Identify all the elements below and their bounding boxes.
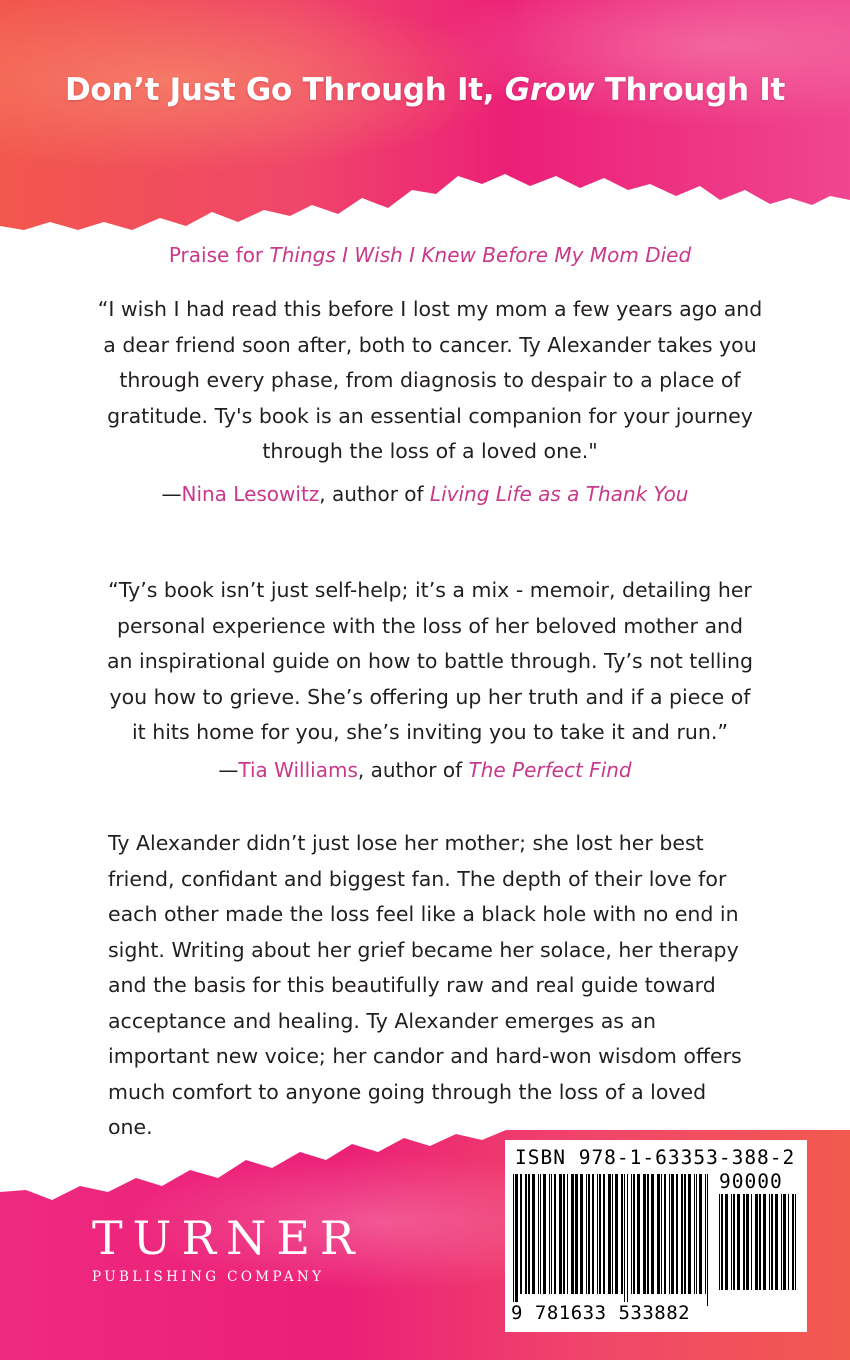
barcode-bar <box>631 1174 632 1294</box>
barcode-bar <box>733 1194 735 1290</box>
barcode-bar <box>743 1194 745 1290</box>
endorser-book-title: The Perfect Find <box>468 758 632 782</box>
isbn-barcode <box>505 1140 807 1332</box>
publisher-logo <box>92 1213 382 1285</box>
barcode-bar <box>515 1174 518 1306</box>
barcode-bar <box>699 1174 702 1294</box>
barcode-bar <box>759 1194 761 1290</box>
barcode-bar <box>788 1194 789 1290</box>
cover-headline <box>0 72 850 108</box>
barcode-bar <box>684 1174 686 1294</box>
endorser-role: , author of <box>319 482 430 506</box>
barcode-bar <box>751 1194 752 1290</box>
barcode-bar <box>532 1174 535 1294</box>
isbn-label: ISBN 978-1-63353-388-2 <box>515 1146 796 1169</box>
barcode-bar <box>513 1174 514 1306</box>
book-description: Ty Alexander didn’t just lose her mother; she lost her best friend, confidant and biggest fan. The depth of their love for each other made the loss feel like a black hole with no end in sight. Writing about her grief became her solace, her therapy and the basis for this beautifully raw and real guide toward acceptance and healing. Ty Alexander emerges as an important new voice; her candor and hard-won wisdom offers much comfort to anyone going through the loss of a loved one. <box>108 831 742 1139</box>
headline-emphasis: Grow <box>504 72 595 108</box>
barcode-bar <box>580 1174 583 1294</box>
barcode-bar <box>725 1194 728 1290</box>
barcode-bar <box>621 1174 623 1294</box>
barcode-bar <box>792 1194 794 1290</box>
barcode-bar <box>567 1174 568 1294</box>
publisher-subtitle: PUBLISHING COMPANY <box>92 1269 325 1285</box>
praise-heading <box>0 243 850 267</box>
barcode-bar <box>771 1194 773 1290</box>
barcode-bar <box>731 1194 732 1290</box>
headline-part1: Don’t Just Go Through It, <box>65 72 505 108</box>
barcode-bar <box>669 1174 670 1294</box>
publisher-name: TURNER <box>92 1211 365 1265</box>
endorsement-quote-2: “Ty’s book isn’t just self-help; it’s a mix - memoir, detailing her personal experience with the loss of her beloved mother and an inspirational guide on how to battle through. Ty’s not telling you how to grieve. She’s offering up her truth and if a piece of it hits home for you, she’s inviting you to take it and run.” <box>106 578 754 744</box>
praise-book-title: Things I Wish I Knew Before My Mom Died <box>269 243 692 267</box>
barcode-bar <box>643 1174 646 1294</box>
barcode-bar <box>651 1174 654 1294</box>
barcode-bar <box>719 1194 720 1290</box>
barcode-bar <box>633 1174 635 1294</box>
barcode-bar <box>763 1194 766 1290</box>
headline-part2: Through It <box>594 72 785 108</box>
barcode-bar <box>664 1174 666 1294</box>
barcode-bar <box>681 1174 683 1294</box>
ean-digits: 9 781633 533882 <box>511 1302 691 1324</box>
barcode-bar <box>615 1174 618 1294</box>
barcode-bar <box>647 1174 649 1294</box>
barcode-bar <box>588 1174 590 1294</box>
barcode-bar <box>769 1194 770 1290</box>
barcode-bar <box>755 1194 758 1290</box>
barcode-bar <box>563 1174 565 1294</box>
barcode-bar <box>627 1174 628 1306</box>
barcode-bar <box>671 1174 674 1294</box>
barcode-bar <box>575 1174 578 1294</box>
endorser-name: Nina Lesowitz <box>181 482 320 506</box>
endorsement-quote-1: “I wish I had read this before I lost my mom a few years ago and a dear friend soon after, both to cancer. Ty Alexander takes you through every phase, from diagnosis to despair to a place of gratitude. Ty's book is an essential companion for your journey through the loss of a loved one." <box>97 297 763 463</box>
praise-prefix: Praise for <box>168 243 270 267</box>
barcode-bar <box>775 1194 778 1290</box>
barcode-bar <box>525 1174 527 1294</box>
barcode-bar <box>520 1174 522 1294</box>
barcode-bar <box>721 1194 723 1290</box>
barcode-bar <box>603 1174 605 1294</box>
barcode-bar <box>707 1174 708 1306</box>
barcode-bar <box>612 1174 613 1294</box>
barcode-bar <box>676 1174 678 1294</box>
barcode-bar <box>624 1174 625 1306</box>
barcode-bar <box>795 1194 796 1290</box>
endorser-role: , author of <box>357 758 469 782</box>
barcode-bar <box>696 1174 697 1294</box>
barcode-bar <box>540 1174 541 1294</box>
barcode-bar <box>746 1194 749 1290</box>
barcode-bar <box>599 1174 601 1294</box>
barcode-bar <box>637 1174 640 1294</box>
addon-code: 90000 <box>719 1170 783 1193</box>
barcode-bar <box>661 1174 662 1294</box>
endorsement-attribution-2 <box>0 758 850 782</box>
barcode-bar <box>592 1174 594 1294</box>
barcode-bar <box>737 1194 740 1290</box>
barcode-bar <box>688 1174 691 1294</box>
barcode-bar <box>597 1174 598 1294</box>
barcode-bar <box>586 1174 587 1294</box>
barcode-bar <box>549 1174 550 1294</box>
endorser-book-title: Living Life as a Thank You <box>429 482 689 506</box>
endorsement-attribution-1 <box>0 482 850 506</box>
barcode-bar <box>608 1174 611 1294</box>
barcode-bar <box>538 1174 539 1294</box>
barcode-bar <box>554 1174 556 1294</box>
ean-barcode-bars <box>513 1174 713 1306</box>
attribution-dash: — <box>218 758 239 782</box>
barcode-bar <box>559 1174 562 1294</box>
barcode-bar <box>657 1174 660 1294</box>
barcode-bar <box>571 1174 574 1294</box>
barcode-bar <box>781 1194 782 1290</box>
barcode-bar <box>705 1174 706 1294</box>
barcode-bar <box>694 1174 695 1294</box>
top-watercolor-band <box>0 0 850 232</box>
endorser-name: Tia Williams <box>238 758 358 782</box>
barcode-bar <box>543 1174 546 1294</box>
addon-barcode-bars <box>719 1194 801 1302</box>
barcode-bar <box>783 1194 786 1290</box>
barcode-bar <box>551 1174 552 1294</box>
attribution-dash: — <box>161 482 182 506</box>
barcode-bar <box>528 1174 530 1294</box>
